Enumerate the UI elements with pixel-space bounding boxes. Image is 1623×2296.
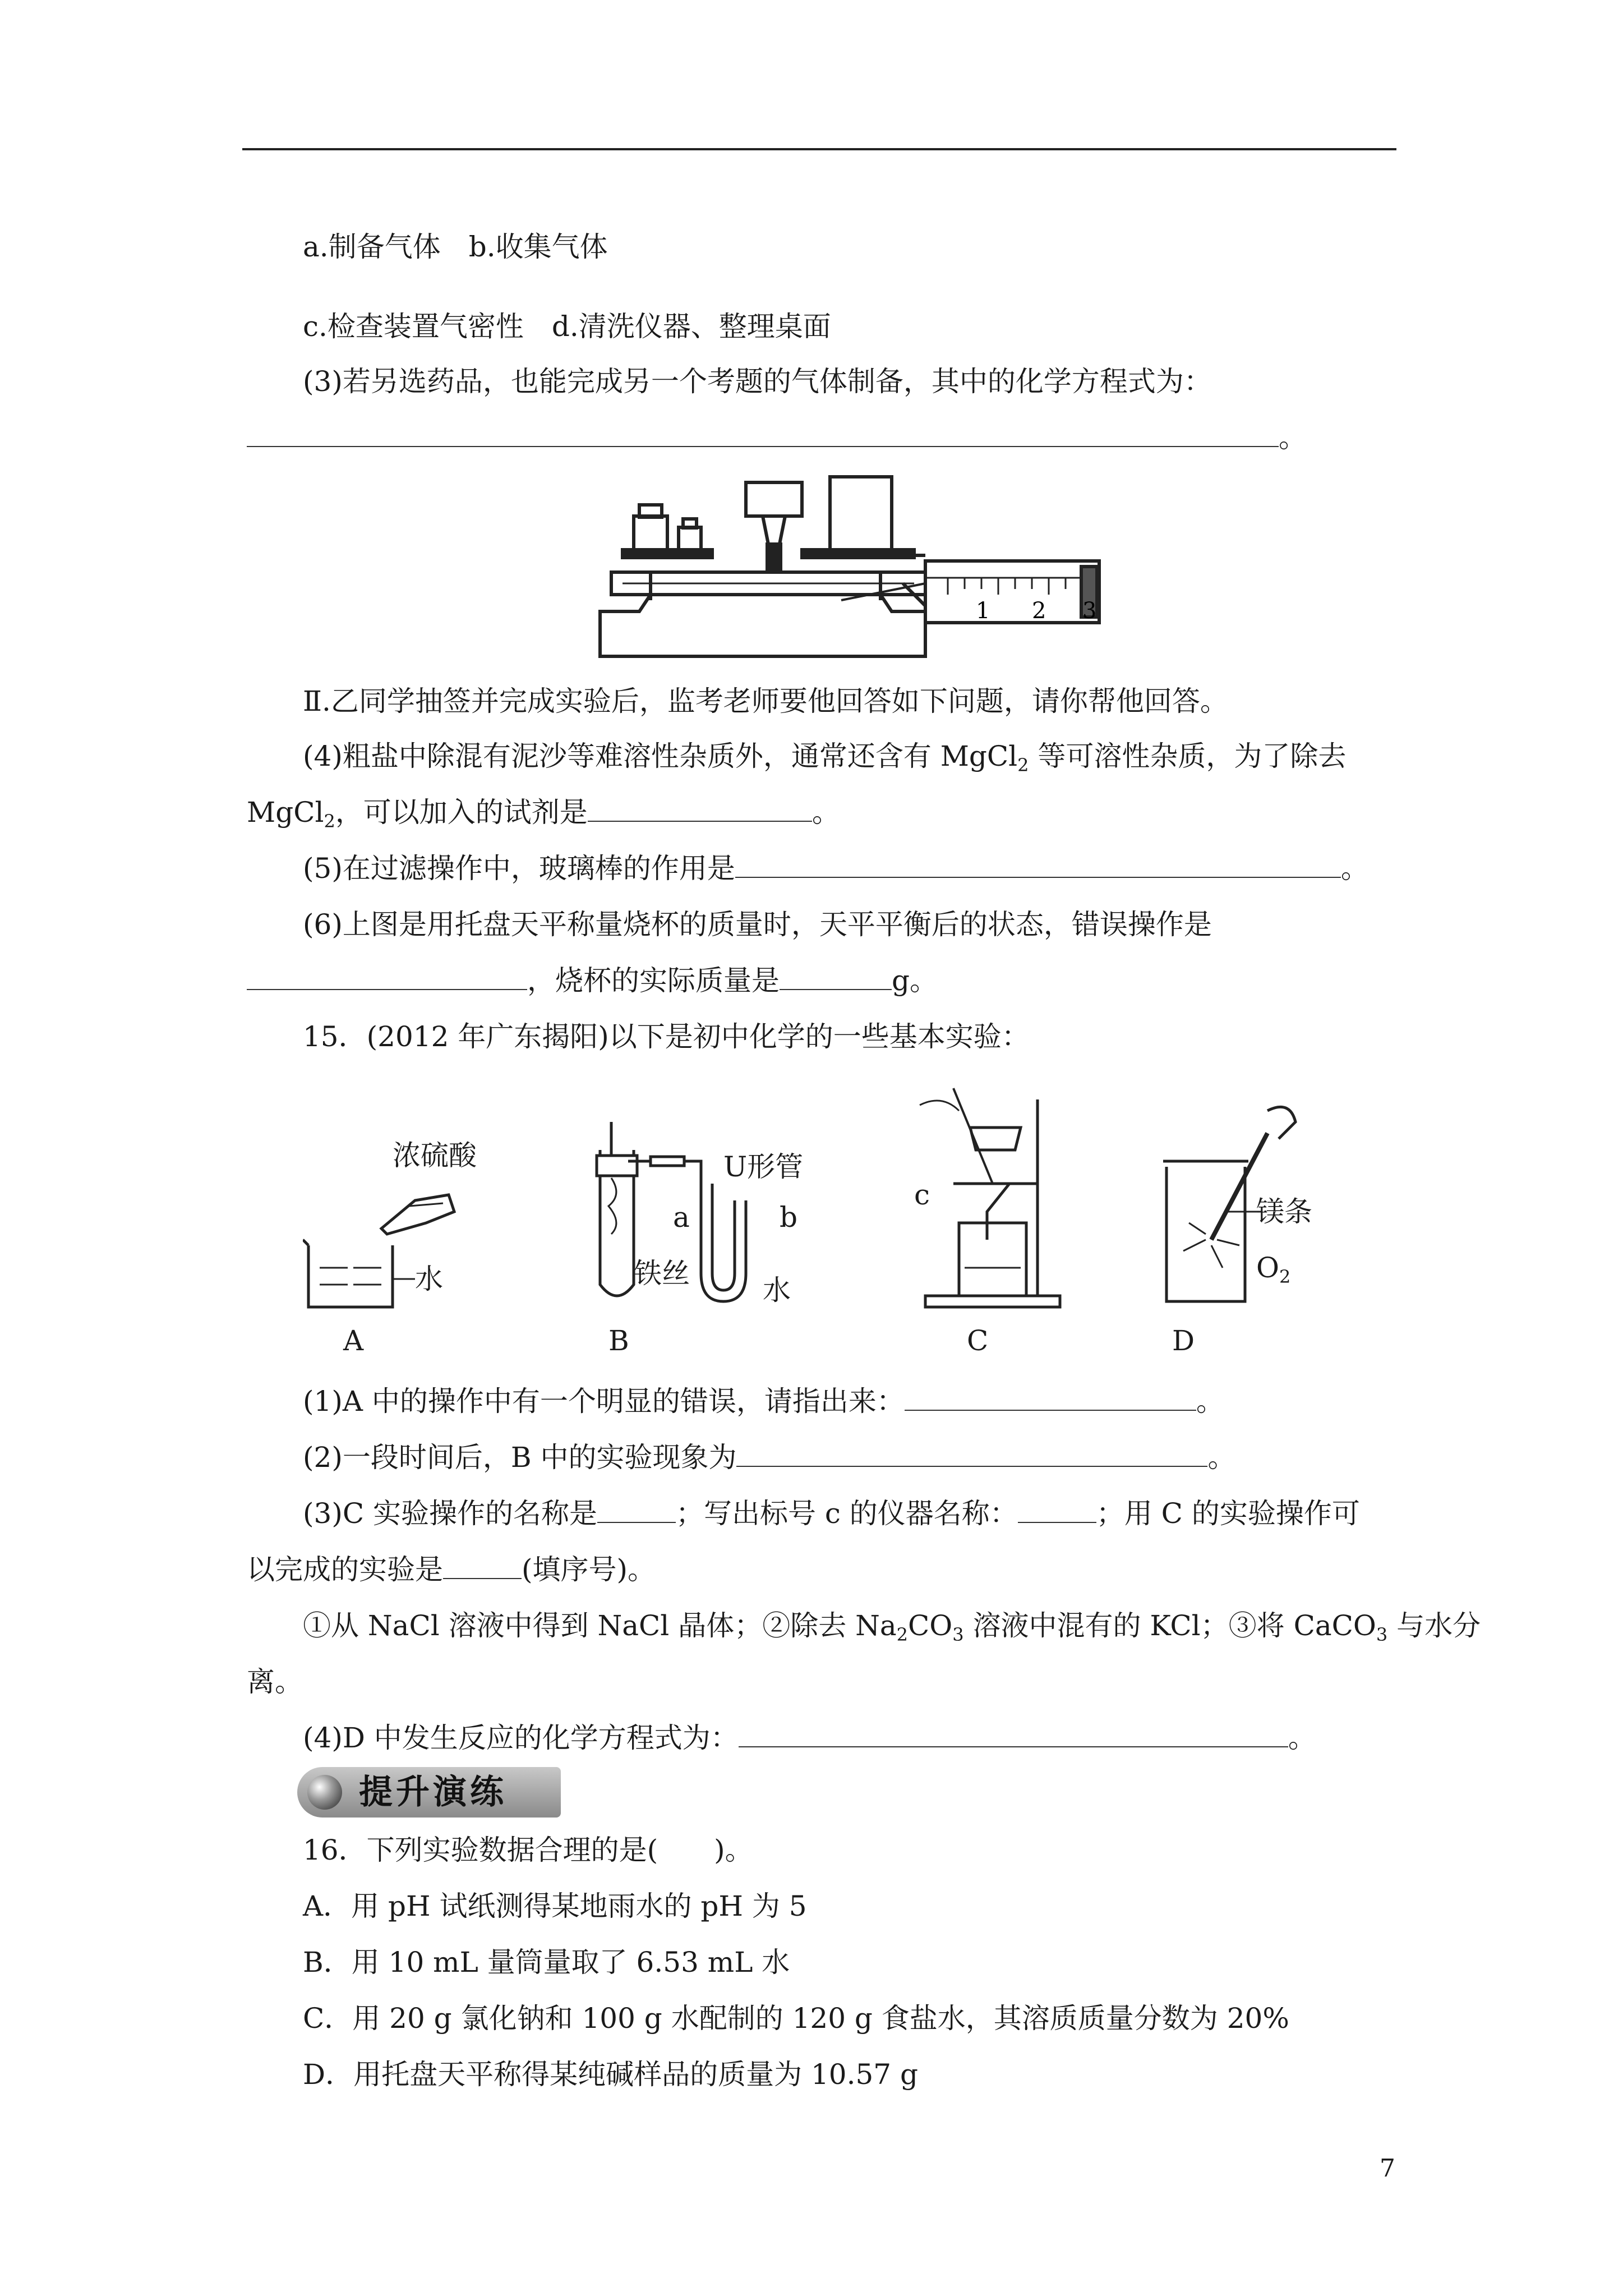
caption-b: B bbox=[608, 1324, 629, 1357]
answer-blank[interactable] bbox=[247, 420, 1279, 447]
answer-blank[interactable] bbox=[739, 1720, 1288, 1747]
text-line: (1)A 中的操作中有一个明显的错误，请指出来： 。 bbox=[303, 1385, 1224, 1418]
caption-c: C bbox=[967, 1324, 989, 1357]
label-water: 水 bbox=[763, 1274, 791, 1306]
text-line: c.检查装置气密性 d.清洗仪器、整理桌面 bbox=[303, 310, 831, 343]
text-line: (2)一段时间后，B 中的实验现象为 。 bbox=[303, 1441, 1236, 1474]
balance-scale-label: 2 bbox=[1032, 598, 1046, 624]
answer-blank[interactable] bbox=[780, 963, 892, 990]
option-d[interactable]: D．用托盘天平称得某纯碱样品的质量为 10.57 g bbox=[303, 2058, 919, 2091]
answer-blank[interactable] bbox=[247, 963, 527, 990]
answer-blank[interactable] bbox=[588, 795, 812, 822]
section-title: 提升演练 bbox=[359, 1773, 507, 1812]
balance-scale-label: 1 bbox=[976, 598, 990, 624]
label-magnesium-ribbon: 镁条 bbox=[1256, 1195, 1312, 1228]
text-line: (4)D 中发生反应的化学方程式为： 。 bbox=[303, 1722, 1316, 1754]
question-16: 16．下列实验数据合理的是( )。 bbox=[303, 1834, 753, 1866]
answer-blank[interactable] bbox=[736, 1440, 1207, 1467]
option-a[interactable]: A．用 pH 试纸测得某地雨水的 pH 为 5 bbox=[303, 1890, 807, 1922]
answer-blank[interactable] bbox=[905, 1384, 1196, 1411]
label-a: a bbox=[673, 1201, 690, 1234]
label-u-tube: U形管 bbox=[723, 1151, 804, 1183]
text-line: 15．(2012 年广东揭阳)以下是初中化学的一些基本实验： bbox=[303, 1020, 1030, 1053]
label-concentrated-sulfuric-acid: 浓硫酸 bbox=[393, 1139, 477, 1172]
answer-line: 。 bbox=[247, 420, 1396, 455]
text-line: 以完成的实验是 (填序号)。 bbox=[247, 1553, 656, 1586]
answer-blank[interactable] bbox=[443, 1552, 522, 1579]
label-c: c bbox=[914, 1179, 930, 1211]
text-line: ，烧杯的实际质量是 g。 bbox=[247, 963, 1396, 999]
page-number: 7 bbox=[1380, 2154, 1395, 2183]
label-iron-wire: 铁丝 bbox=[634, 1257, 690, 1290]
text-line: (5)在过滤操作中，玻璃棒的作用是 。 bbox=[303, 852, 1369, 885]
caption-a: A bbox=[343, 1324, 364, 1357]
text-line: (4)粗盐中除混有泥沙等难溶性杂质外，通常还含有 MgCl$_2$ 等可溶性杂质，为了除去 bbox=[303, 740, 1347, 776]
text-line: (6)上图是用托盘天平称量烧杯的质量时，天平平衡后的状态，错误操作是 bbox=[303, 908, 1212, 941]
header-rule bbox=[242, 148, 1396, 150]
text-line: (3)若另选药品，也能完成另一个考题的气体制备，其中的化学方程式为： bbox=[303, 365, 1212, 398]
balance-scale-label: 3 bbox=[1082, 598, 1097, 624]
text-line: Ⅱ.乙同学抽签并完成实验后，监考老师要他回答如下问题，请你帮他回答。 bbox=[303, 685, 1228, 717]
option-b[interactable]: B．用 10 mL 量筒量取了 6.53 mL 水 bbox=[303, 1946, 790, 1978]
balance-figure bbox=[589, 471, 1105, 673]
text-line: MgCl$_2$，可以加入的试剂是 。 bbox=[247, 796, 840, 832]
option-c[interactable]: C．用 20 g 氯化钠和 100 g 水配制的 120 g 食盐水，其溶质质量分数为 20% bbox=[303, 2002, 1289, 2035]
answer-blank[interactable] bbox=[597, 1496, 676, 1523]
text-line: (3)C 实验操作的名称是 ；写出标号 c 的仪器名称： ；用 C 的实验操作可 bbox=[303, 1497, 1360, 1530]
label-water: 水 bbox=[415, 1263, 443, 1295]
label-oxygen: $O_2$ bbox=[1256, 1251, 1291, 1287]
answer-blank[interactable] bbox=[1018, 1496, 1096, 1523]
label-b: b bbox=[780, 1201, 798, 1234]
text-line: ①从 NaCl 溶液中得到 NaCl 晶体；②除去 $Na_2CO_3$ 溶液中混有的 KCl；③将 CaCO$_3$ 与水分 bbox=[303, 1609, 1481, 1645]
figure-c-filtration bbox=[909, 1077, 1077, 1313]
text-line: a.制备气体 b.收集气体 bbox=[303, 231, 608, 263]
text-line: 离。 bbox=[247, 1665, 303, 1698]
section-bullet-icon bbox=[307, 1775, 342, 1810]
caption-d: D bbox=[1172, 1324, 1195, 1357]
answer-blank[interactable] bbox=[735, 851, 1341, 878]
